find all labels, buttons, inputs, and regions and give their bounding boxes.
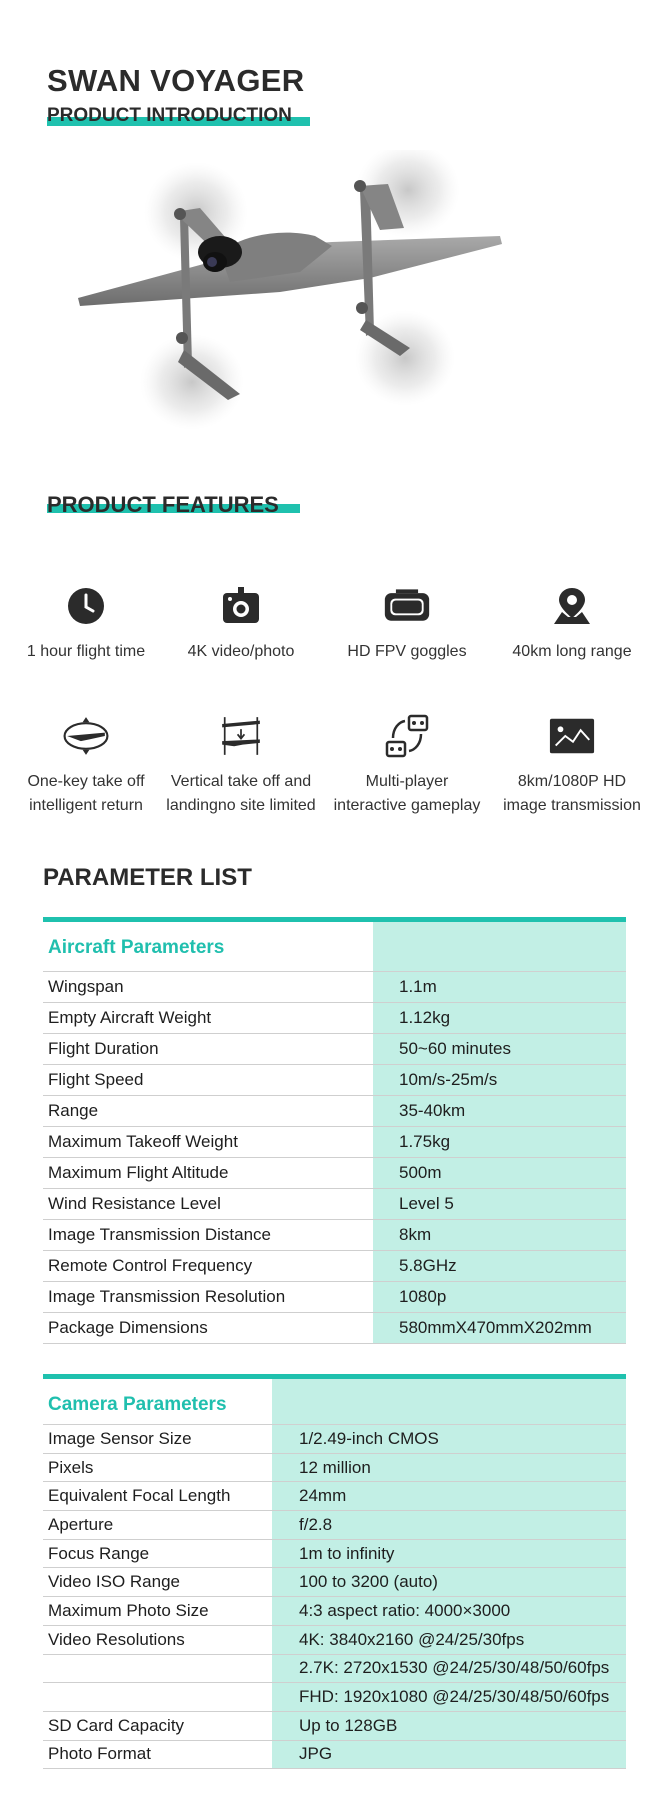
feature-label-line-1: Multi-player (365, 773, 449, 790)
table-row (43, 1282, 626, 1313)
param-name: Image Transmission Distance (48, 1225, 271, 1244)
feature-label-line-1: One-key take off (27, 773, 145, 790)
param-name: Range (48, 1101, 99, 1120)
table-row (43, 1158, 626, 1189)
param-value: 1.12kg (399, 1008, 451, 1027)
param-name: Equivalent Focal Length (48, 1486, 231, 1506)
table-row (43, 1220, 626, 1251)
param-name: Aperture (48, 1514, 114, 1534)
table-row (43, 1313, 626, 1344)
param-name: Image Sensor Size (48, 1428, 192, 1448)
feature-label-line-2: intelligent return (29, 797, 143, 814)
page-subtitle: PRODUCT INTRODUCTION (47, 105, 292, 126)
feature-label-line-1: 8km/1080P HD (517, 773, 627, 790)
param-value: f/2.8 (299, 1514, 333, 1534)
table-row (43, 1712, 626, 1741)
param-value: 5.8GHz (399, 1256, 457, 1275)
param-value: 4:3 aspect ratio: 4000×3000 (299, 1600, 511, 1620)
param-value: 35-40km (399, 1101, 466, 1120)
controllers-icon (383, 712, 431, 760)
param-name: Maximum Photo Size (48, 1600, 209, 1620)
table-row (43, 1540, 626, 1569)
feature-video-photo (157, 582, 325, 664)
feature-vertical-takeoff (157, 712, 325, 818)
feature-label-line-2: interactive gameplay (333, 797, 481, 814)
feature-label-line-2: image transmission (503, 797, 641, 814)
param-name: Focus Range (48, 1543, 150, 1563)
table-header (43, 922, 626, 972)
table-header (43, 1379, 626, 1425)
param-value: 100 to 3200 (auto) (299, 1572, 438, 1592)
feature-hd-transmission (488, 712, 656, 818)
param-name: Pixels (48, 1457, 94, 1477)
table-row (43, 1511, 626, 1540)
feature-long-range (488, 582, 656, 664)
table-row (43, 1626, 626, 1655)
feature-fpv-goggles (323, 582, 491, 664)
table-row (43, 1454, 626, 1483)
map-pin-icon (548, 582, 596, 630)
aircraft-parameters-table (43, 917, 626, 1344)
table-row (43, 1096, 626, 1127)
param-value: 50~60 minutes (399, 1039, 511, 1058)
table-row (43, 1683, 626, 1712)
vertical-takeoff-icon (217, 712, 265, 760)
table-heading: Aircraft Parameters (48, 937, 225, 958)
param-name: Maximum Takeoff Weight (48, 1132, 238, 1151)
vr-goggles-icon (383, 582, 431, 630)
param-name: Empty Aircraft Weight (48, 1008, 212, 1027)
table-row (43, 1425, 626, 1454)
drone-image (70, 150, 590, 450)
param-name: Flight Duration (48, 1039, 159, 1058)
feature-label: 40km long range (512, 643, 632, 660)
param-value: JPG (299, 1744, 333, 1764)
param-value: 4K: 3840x2160 @24/25/30fps (299, 1629, 525, 1649)
param-name: Package Dimensions (48, 1318, 208, 1337)
table-row (43, 972, 626, 1003)
page-title: SWAN VOYAGER (47, 63, 305, 98)
feature-label: 1 hour flight time (26, 643, 146, 660)
param-name: Image Transmission Resolution (48, 1287, 286, 1306)
param-value: 580mmX470mmX202mm (399, 1318, 592, 1337)
table-row (43, 1189, 626, 1220)
table-row (43, 1251, 626, 1282)
param-name: Video ISO Range (48, 1572, 180, 1592)
table-row (43, 1568, 626, 1597)
feature-label: 4K video/photo (187, 643, 295, 660)
param-value: 500m (399, 1163, 442, 1182)
param-name: SD Card Capacity (48, 1715, 185, 1735)
param-value: 8km (399, 1225, 432, 1244)
camera-icon (217, 582, 265, 630)
param-value: 12 million (299, 1457, 371, 1477)
param-value: 1m to infinity (299, 1543, 395, 1563)
param-name: Remote Control Frequency (48, 1256, 253, 1275)
param-name: Photo Format (48, 1744, 151, 1764)
parameter-list-title: PARAMETER LIST (43, 864, 252, 891)
table-row (43, 1741, 626, 1770)
param-value: Up to 128GB (299, 1715, 398, 1735)
image-icon (548, 712, 596, 760)
param-value: Level 5 (399, 1194, 454, 1213)
param-value: 1.1m (399, 977, 437, 996)
param-name: Video Resolutions (48, 1629, 185, 1649)
feature-label-line-2: landingno site limited (166, 797, 316, 814)
param-name: Wingspan (48, 977, 124, 996)
feature-one-key-return (2, 712, 170, 818)
param-name: Maximum Flight Altitude (48, 1163, 229, 1182)
table-row (43, 1127, 626, 1158)
param-value: 2.7K: 2720x1530 @24/25/30/48/50/60fps (299, 1658, 610, 1678)
table-row (43, 1034, 626, 1065)
table-row (43, 1065, 626, 1096)
feature-flight-time (2, 582, 170, 664)
param-value: FHD: 1920x1080 @24/25/30/48/50/60fps (299, 1687, 610, 1707)
feature-label: HD FPV goggles (347, 643, 467, 660)
param-name: Wind Resistance Level (48, 1194, 221, 1213)
feature-label-line-1: Vertical take off and (170, 773, 312, 790)
param-value: 24mm (299, 1486, 347, 1506)
table-row (43, 1597, 626, 1626)
table-heading: Camera Parameters (48, 1394, 227, 1415)
param-value: 10m/s-25m/s (399, 1070, 498, 1089)
features-title: PRODUCT FEATURES (47, 492, 279, 517)
table-row (43, 1655, 626, 1684)
table-row (43, 1482, 626, 1511)
table-row (43, 1003, 626, 1034)
param-value: 1.75kg (399, 1132, 451, 1151)
feature-multi-player (323, 712, 491, 818)
drone-return-icon (62, 712, 110, 760)
param-value: 1/2.49-inch CMOS (299, 1428, 439, 1448)
clock-icon (62, 582, 110, 630)
camera-parameters-table (43, 1374, 626, 1769)
param-name: Flight Speed (48, 1070, 144, 1089)
param-value: 1080p (399, 1287, 447, 1306)
